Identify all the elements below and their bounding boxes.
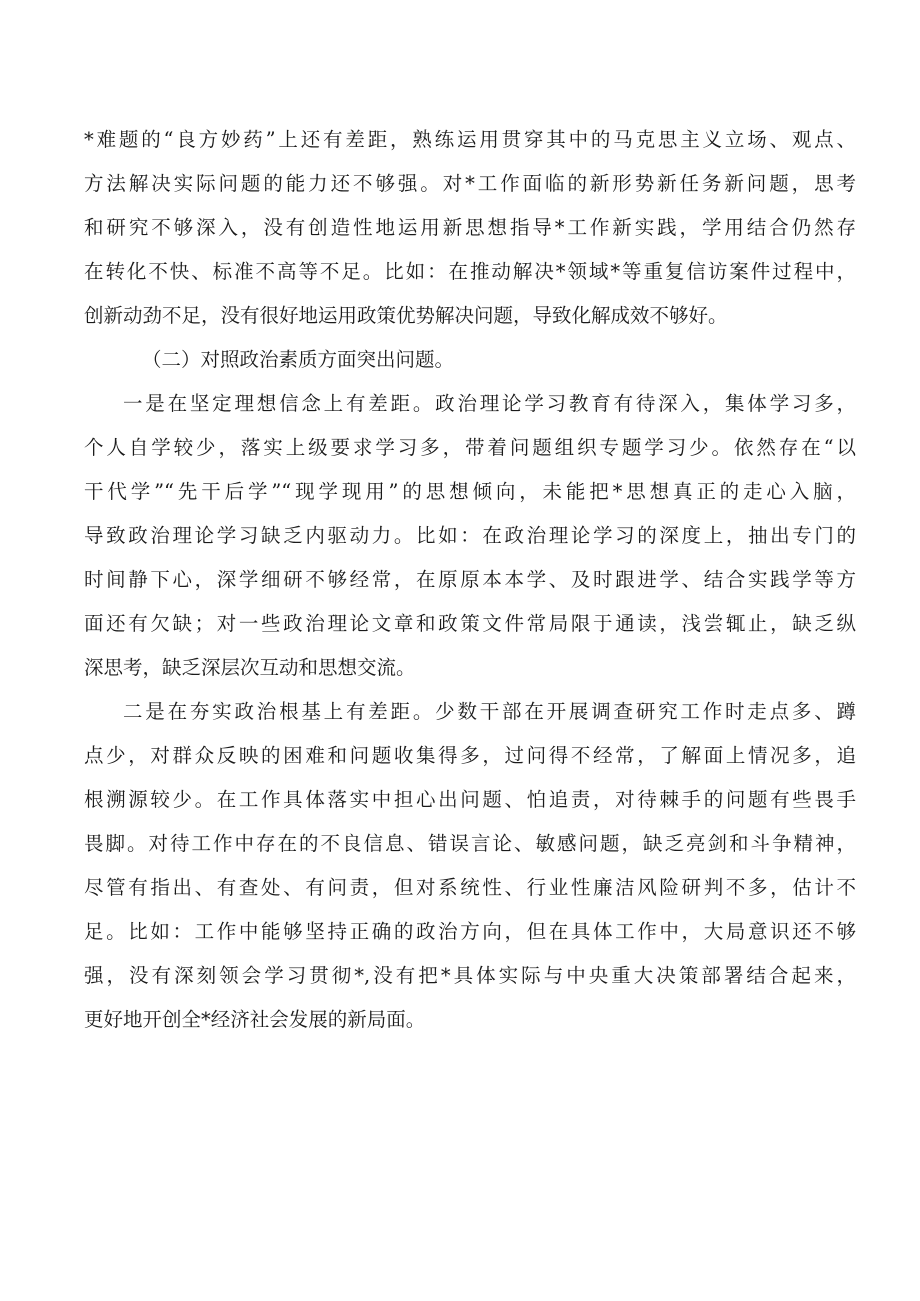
text-line: 一是在坚定理想信念上有差距。政治理论学习教育有待深入，集体学习多， — [123, 392, 856, 415]
text-line: 导致政治理论学习缺乏内驱动力。比如：在政治理论学习的深度上，抽出专门的 — [84, 524, 856, 547]
heading-line: （二）对照政治素质方面突出问题。 — [142, 348, 455, 371]
paragraph-foundation — [84, 690, 856, 1042]
text-line: 强，没有深刻领会学习贯彻*,没有把*具体实际与中央重大决策部署结合起来， — [84, 964, 856, 987]
text-line: 根溯源较少。在工作具体落实中担心出问题、怕追责，对待棘手的问题有些畏手 — [84, 788, 856, 811]
text-line: 在转化不快、标准不高等不足。比如：在推动解决*领域*等重复信访案件过程中， — [84, 260, 856, 283]
text-line: 深思考，缺乏深层次互动和思想交流。 — [84, 656, 416, 679]
text-line: 足。比如：工作中能够坚持正确的政治方向，但在具体工作中，大局意识还不够 — [84, 920, 856, 943]
text-line: 和研究不够深入，没有创造性地运用新思想指导*工作新实践，学用结合仍然存 — [84, 216, 856, 239]
text-line: 方法解决实际问题的能力还不够强。对*工作面临的新形势新任务新问题，思考 — [84, 172, 856, 195]
text-line: 尽管有指出、有查处、有问责，但对系统性、行业性廉洁风险研判不多，估计不 — [84, 876, 856, 899]
text-line: 个人自学较少，落实上级要求学习多，带着问题组织专题学习少。依然存在“以 — [84, 436, 856, 459]
text-line: 创新动劲不足，没有很好地运用政策优势解决问题，导致化解成效不够好。 — [84, 304, 728, 327]
paragraph-ideals — [84, 382, 856, 690]
text-line: *难题的“良方妙药”上还有差距，熟练运用贯穿其中的马克思主义立场、观点、 — [84, 128, 856, 151]
text-line: 干代学”“先干后学”“现学现用”的思想倾向，未能把*思想真正的走心入脑， — [84, 480, 856, 503]
text-line: 二是在夯实政治根基上有差距。少数干部在开展调查研究工作时走点多、蹲 — [123, 700, 856, 723]
text-line: 时间静下心，深学细研不够经常，在原原本本学、及时跟进学、结合实践学等方 — [84, 568, 856, 591]
text-line: 更好地开创全*经济社会发展的新局面。 — [84, 1008, 426, 1031]
text-line: 点少，对群众反映的困难和问题收集得多，过问得不经常，了解面上情况多，追 — [84, 744, 856, 767]
paragraph-continuation — [84, 118, 856, 338]
document-page — [84, 118, 856, 1042]
text-line: 面还有欠缺；对一些政治理论文章和政策文件常局限于通读，浅尝辄止，缺乏纵 — [84, 612, 856, 635]
section-heading — [84, 338, 856, 382]
text-line: 畏脚。对待工作中存在的不良信息、错误言论、敏感问题，缺乏亮剑和斗争精神， — [84, 832, 856, 855]
